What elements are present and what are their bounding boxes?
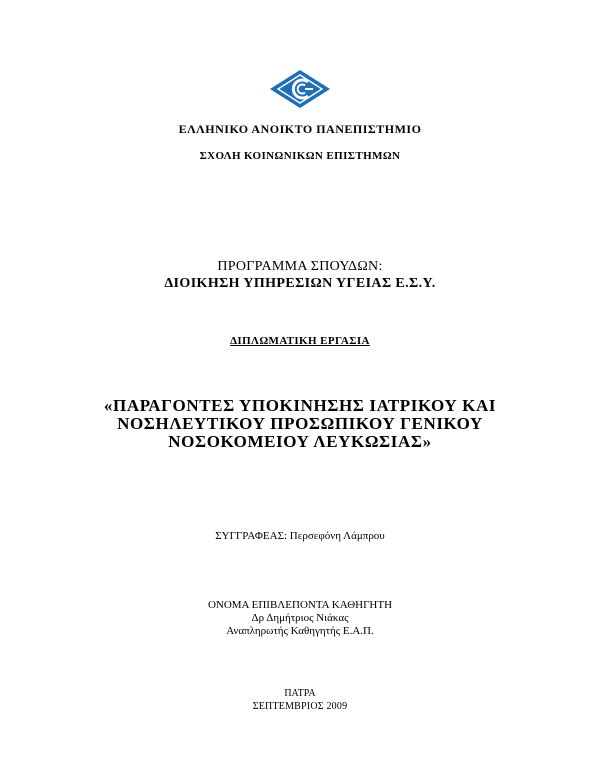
program-name: ΔΙΟΙΚΗΣΗ ΥΠΗΡΕΣΙΩΝ ΥΓΕΙΑΣ Ε.Σ.Υ. — [164, 276, 436, 291]
thesis-type-label: ΔΙΠΛΩΜΑΤΙΚΗ ΕΡΓΑΣΙΑ — [230, 335, 370, 347]
university-logo-icon — [269, 69, 331, 109]
supervisor-label: ΟΝΟΜΑ ΕΠΙΒΛΕΠΟΝΤΑ ΚΑΘΗΓΗΤΗ — [207, 599, 393, 611]
date: ΣΕΠΤΕΜΒΡΙΟΣ 2009 — [252, 701, 348, 712]
program-label: ΠΡΟΓΡΑΜΜΑ ΣΠΟΥΔΩΝ: — [217, 259, 383, 274]
city: ΠΑΤΡΑ — [284, 688, 316, 699]
university-name: ΕΛΛΗΝΙΚΟ ΑΝΟΙΚΤΟ ΠΑΝΕΠΙΣΤΗΜΙΟ — [178, 122, 422, 136]
author-line: ΣΥΓΓΡΑΦΕΑΣ: Περσεφόνη Λάμπρου — [215, 530, 385, 542]
thesis-title-line: ΝΟΣΗΛΕΥΤΙΚΟΥ ΠΡΟΣΩΠΙΚΟΥ ΓΕΝΙΚΟΥ — [117, 414, 483, 433]
thesis-title-line: ΝΟΣΟΚΟΜΕΙΟΥ ΛΕΥΚΩΣΙΑΣ» — [168, 432, 432, 451]
supervisor-name: Δρ Δημήτριος Νιάκας — [251, 612, 349, 624]
thesis-title — [0, 397, 600, 451]
thesis-title-line: «ΠΑΡΑΓΟΝΤΕΣ ΥΠΟΚΙΝΗΣΗΣ ΙΑΤΡΙΚΟΥ ΚΑΙ — [103, 396, 497, 415]
school-name: ΣΧΟΛΗ ΚΟΙΝΩΝΙΚΩΝ ΕΠΙΣΤΗΜΩΝ — [199, 150, 401, 162]
supervisor-title: Αναπληρωτής Καθηγητής Ε.Α.Π. — [226, 625, 374, 637]
